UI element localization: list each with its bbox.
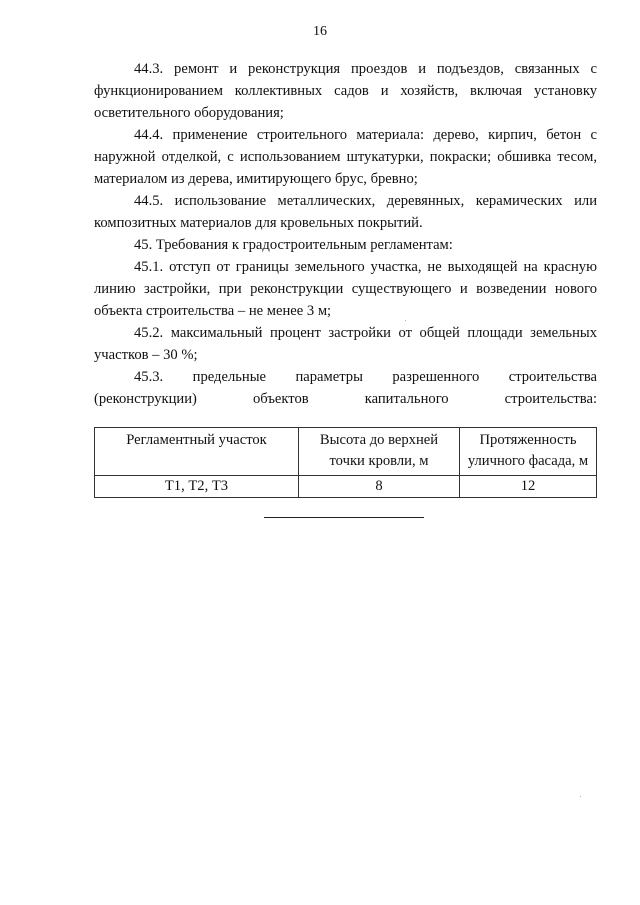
header-regulation-zone: Регламентный участок — [95, 428, 299, 476]
paragraph-44-4: 44.4. применение строительного материала: дерево, кирпич, бетон с наружной отделкой, с использованием штукатурки, покраски; обшивка тесом, материалом из дерева, имитирующего брус, бревно; — [94, 127, 597, 187]
table-header-row — [95, 428, 597, 476]
paragraph-44-3: 44.3. ремонт и реконструкция проездов и подъездов, связанных с функционированием коллективных садов и хозяйств, включая установку осветительного оборудования; — [94, 61, 597, 121]
paragraph-45-1: 45.1. отступ от границы земельного участка, не выходящей на красную линию застройки, при реконструкции существующего и возведении нового объекта строительства – не менее 3 м; — [94, 259, 597, 319]
paragraph-44-5: 44.5. использование металлических, деревянных, керамических или композитных материалов для кровельных покрытий. — [94, 193, 597, 231]
cell-height: 8 — [299, 476, 460, 498]
document-body — [94, 58, 597, 498]
header-roof-height: Высота до верхней точки кровли, м — [299, 428, 460, 476]
table-row — [95, 476, 597, 498]
scan-speck — [405, 320, 406, 321]
page-number: 16 — [313, 24, 327, 39]
scan-speck — [580, 796, 581, 797]
paragraph-45: 45. Требования к градостроительным регламентам: — [134, 237, 453, 253]
header-facade-length: Протяженность уличного фасада, м — [460, 428, 597, 476]
end-separator-line — [264, 517, 424, 518]
cell-zone: Т1, Т2, Т3 — [95, 476, 299, 498]
paragraph-45-3: 45.3. предельные параметры разрешенного строительства (реконструкции) объектов капитального строительства: — [94, 369, 597, 407]
cell-facade: 12 — [460, 476, 597, 498]
paragraph-45-2: 45.2. максимальный процент застройки от общей площади земельных участков – 30 %; — [94, 325, 597, 363]
regulation-table — [94, 427, 597, 498]
